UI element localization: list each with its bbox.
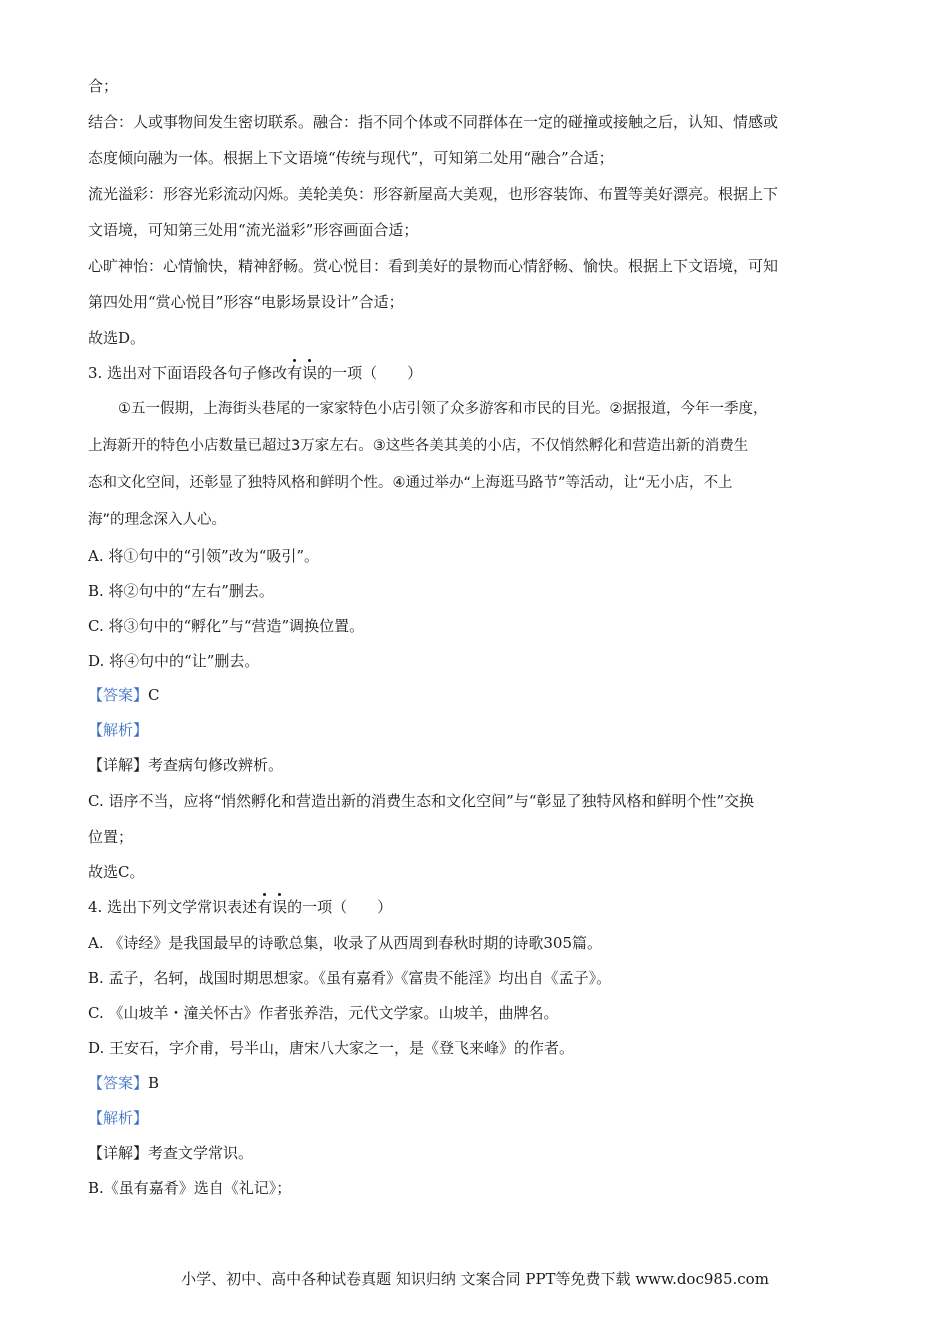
text-line: 文语境，可知第三处用“流光溢彩”形容画面合适； bbox=[88, 221, 419, 239]
option-d: D. 将④句中的“让”删去。 bbox=[88, 652, 260, 670]
question-4-title bbox=[88, 896, 392, 918]
text-line: 结合：人或事物间发生密切联系。融合：指不同个体或不同群体在一定的碰撞或接触之后，认知、情感或 bbox=[88, 113, 779, 131]
text-line: 态度倾向融为一体。根据上下文语境“传统与现代”，可知第二处用“融合”合适； bbox=[88, 149, 614, 167]
text-line: 合； bbox=[88, 77, 119, 95]
option-a: A. 将①句中的“引领”改为“吸引”。 bbox=[88, 547, 320, 565]
option-b: B. 孟子，名轲，战国时期思想家。《虽有嘉肴》《富贵不能淫》均出自《孟子》。 bbox=[88, 969, 612, 987]
question-text: 3. 选出对下面语段各句子修改 bbox=[88, 364, 288, 382]
option-a: A. 《诗经》是我国最早的诗歌总集，收录了从西周到春秋时期的诗歌305篇。 bbox=[88, 934, 603, 952]
analysis-tag bbox=[88, 719, 148, 741]
passage-line: ①五一假期，上海街头巷尾的一家家特色小店引领了众多游客和市民的目光。②据报道，今年一季度， bbox=[118, 401, 768, 417]
option-d: D. 王安石，字介甫，号半山，唐宋八大家之一，是《登飞来峰》的作者。 bbox=[88, 1039, 575, 1057]
passage-line: 上海新开的特色小店数量已超过3万家左右。③这些各美其美的小店，不仅悄然孵化和营造出新的消费生 bbox=[88, 438, 749, 454]
analysis-label: 【解析】 bbox=[88, 1109, 149, 1127]
answer-value: C bbox=[148, 686, 160, 704]
emphasis-dot-char: 误 bbox=[302, 364, 318, 382]
text-line: 第四处用“赏心悦目”形容“电影场景设计”合适； bbox=[88, 293, 404, 311]
passage-line: 态和文化空间，还彰显了独特风格和鲜明个性。④通过举办“上海逛马路节”等活动，让“无小店，不上 bbox=[88, 475, 733, 491]
text-line: 流光溢彩：形容光彩流动闪烁。美轮美奂：形容新屋高大美观，也形容装饰、布置等美好漂亮。根据上下 bbox=[88, 185, 779, 203]
analysis-label: 【解析】 bbox=[88, 721, 149, 739]
explain-line: 故选C。 bbox=[88, 863, 145, 881]
answer-tag: 【答案】 bbox=[88, 1074, 149, 1092]
text-line: 故选D。 bbox=[88, 329, 146, 347]
answer-line bbox=[88, 684, 160, 706]
answer-value: B bbox=[148, 1074, 160, 1092]
question-3-title bbox=[88, 362, 422, 384]
emphasis-dot-char: 有 bbox=[287, 364, 303, 382]
answer-line bbox=[88, 1072, 159, 1094]
detail-line: 【详解】考查病句修改辨析。 bbox=[88, 756, 284, 774]
detail-line: 【详解】考查文学常识。 bbox=[88, 1144, 254, 1162]
text-line: 心旷神怡：心情愉快，精神舒畅。赏心悦目：看到美好的景物而心情舒畅、愉快。根据上下文语境，可知 bbox=[88, 257, 779, 275]
page-footer: 小学、初中、高中各种试卷真题 知识归纳 文案合同 PPT等免费下载 www.doc985.com bbox=[181, 1270, 769, 1288]
explain-line: B.《虽有嘉肴》选自《礼记》； bbox=[88, 1179, 292, 1197]
explain-line: 位置； bbox=[88, 828, 134, 846]
question-text: 4. 选出下列文学常识表述 bbox=[88, 898, 258, 916]
passage-line: 海”的理念深入人心。 bbox=[88, 512, 227, 528]
answer-tag: 【答案】 bbox=[88, 686, 149, 704]
question-text: 的一项（ ） bbox=[287, 898, 393, 916]
question-text: 的一项（ ） bbox=[317, 364, 423, 382]
option-c: C. 将③句中的“孵化”与“营造”调换位置。 bbox=[88, 617, 365, 635]
explain-line: C. 语序不当，应将“悄然孵化和营造出新的消费生态和文化空间”与“彰显了独特风格和鲜明个性”交换 bbox=[88, 792, 755, 810]
emphasis-dot-char: 有 bbox=[257, 898, 273, 916]
option-b: B. 将②句中的“左右”删去。 bbox=[88, 582, 274, 600]
analysis-tag bbox=[88, 1107, 148, 1129]
option-c: C. 《山坡羊・潼关怀古》作者张养浩，元代文学家。山坡羊，曲牌名。 bbox=[88, 1004, 559, 1022]
emphasis-dot-char: 误 bbox=[272, 898, 288, 916]
